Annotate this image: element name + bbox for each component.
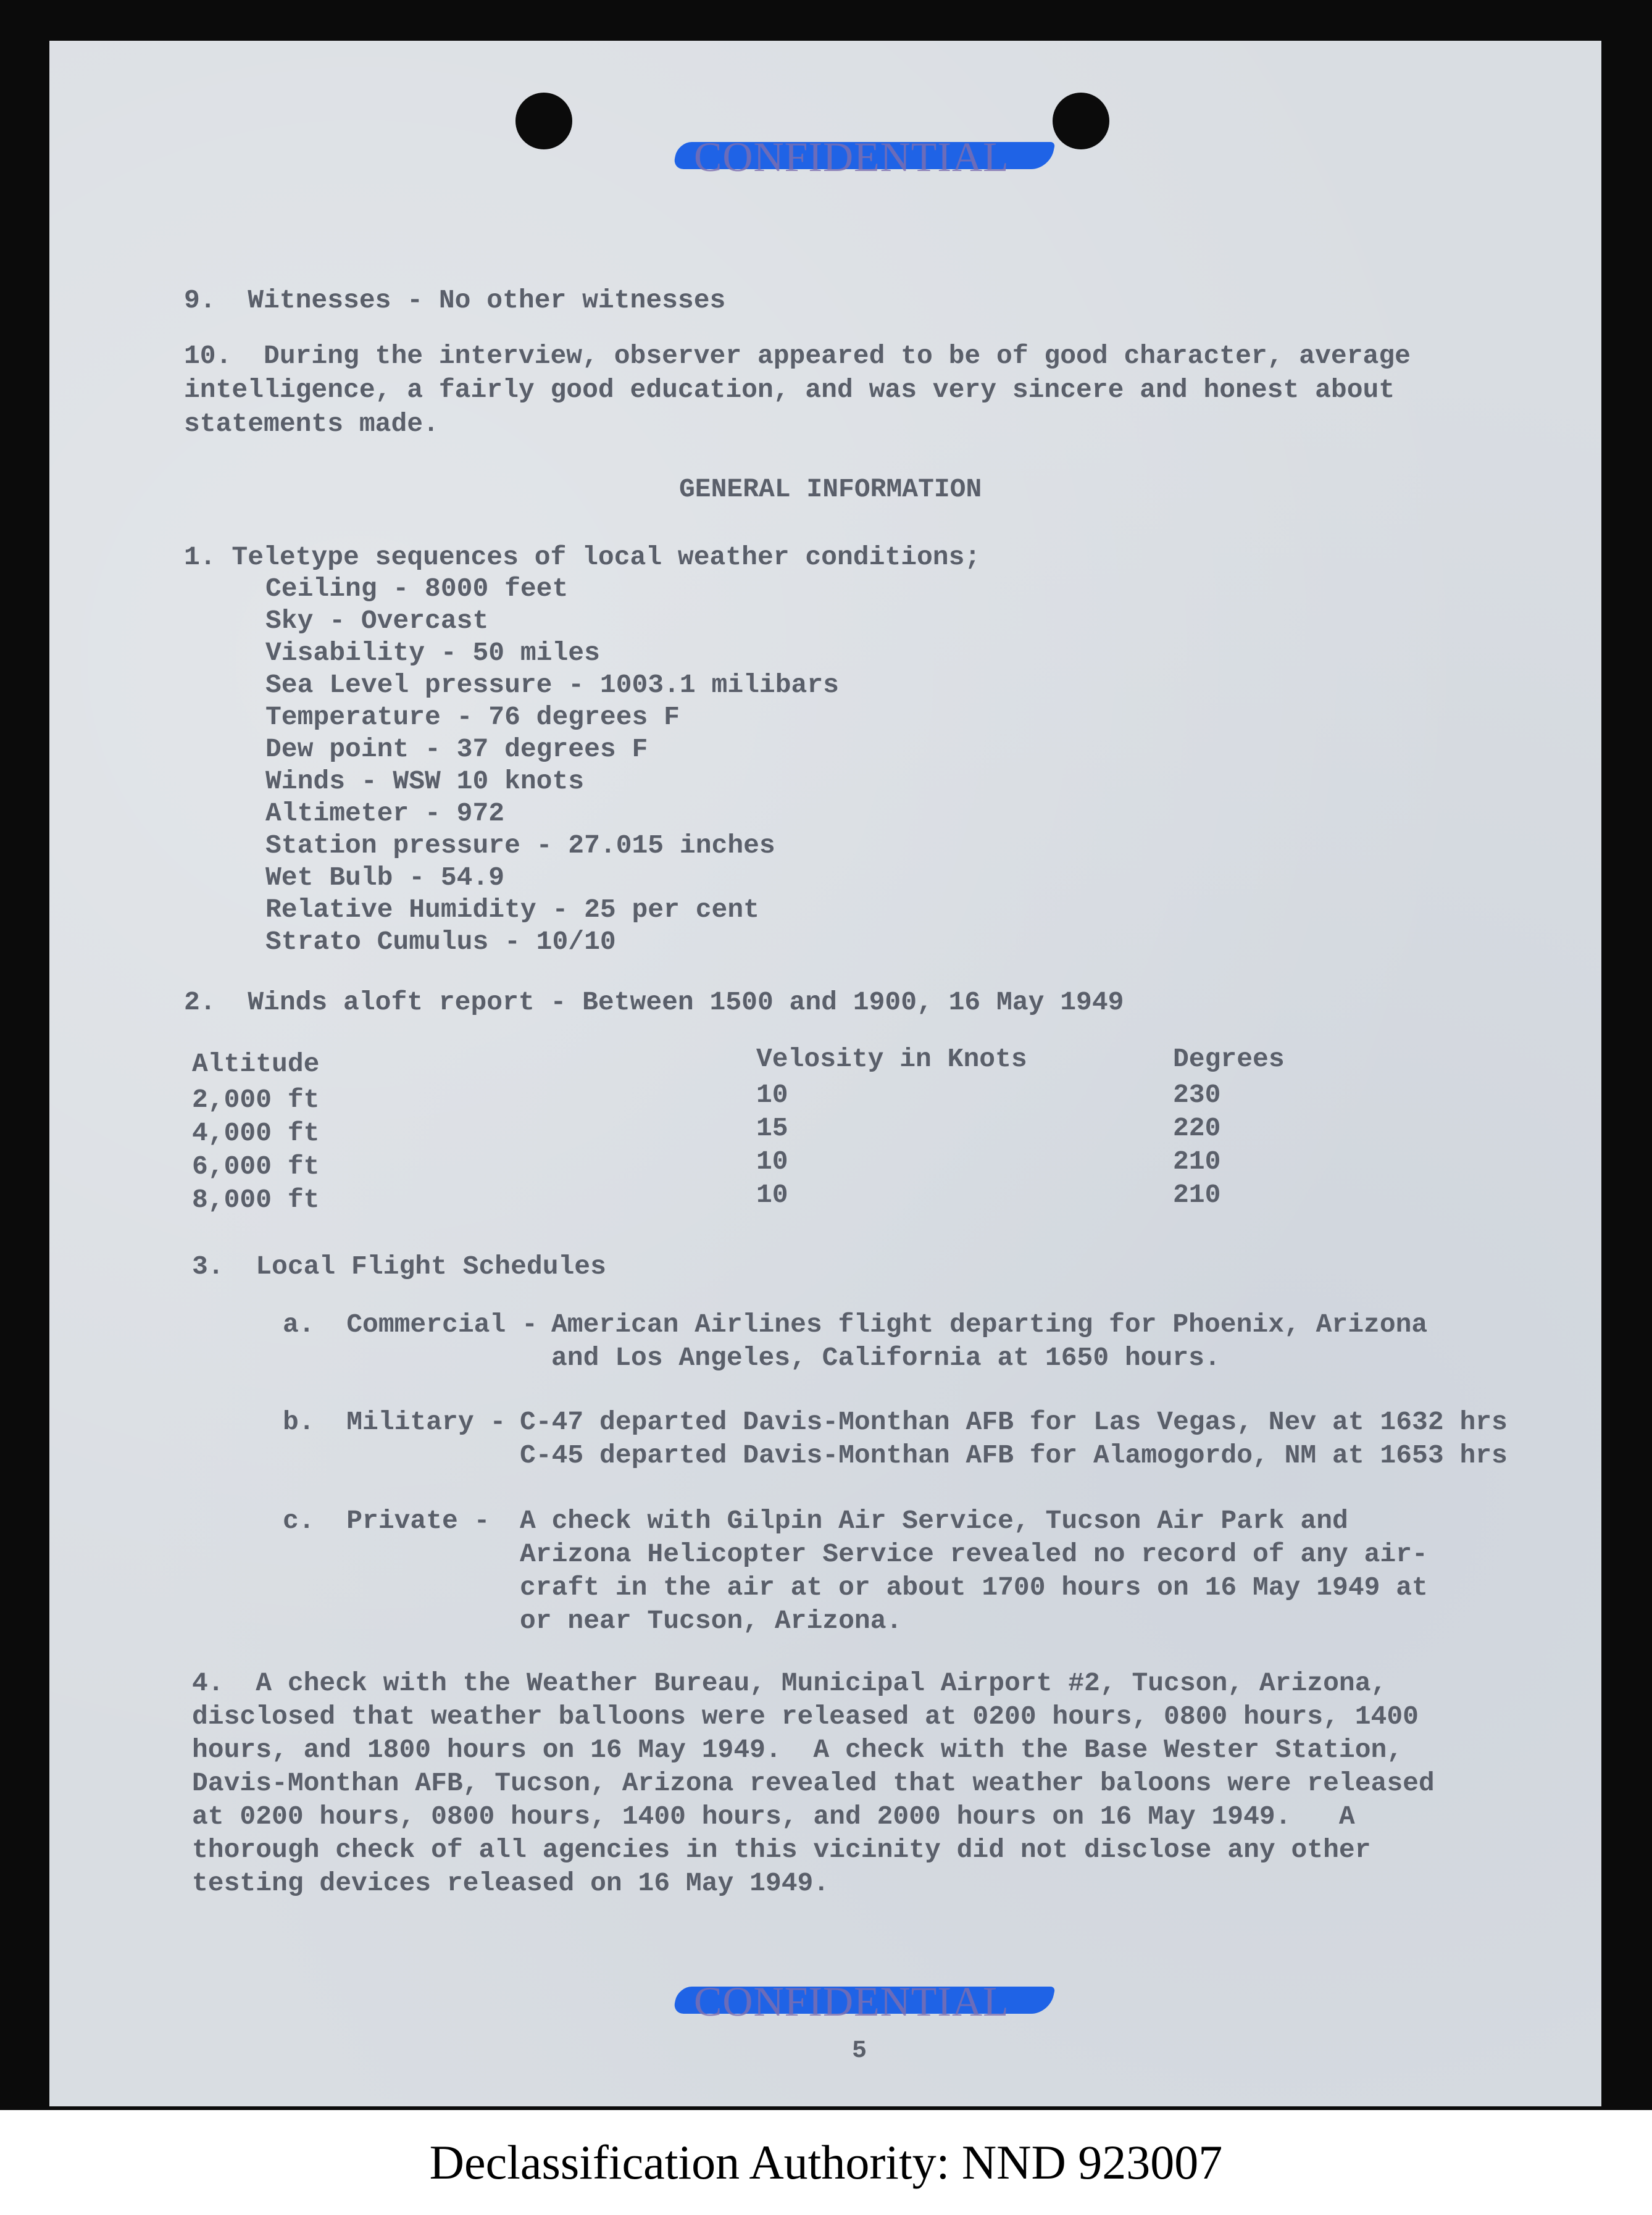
altitude-cell: 4,000 ft [192, 1118, 320, 1148]
section-title: GENERAL INFORMATION [679, 474, 982, 504]
flight-a-label: a. Commercial - [283, 1309, 538, 1340]
flight-c-text [520, 1504, 1428, 1638]
paragraph-line: 4. A check with the Weather Bureau, Municipal Airport #2, Tucson, Arizona, [192, 1668, 1387, 1698]
weather-item: Dew point - 37 degrees F [265, 734, 648, 764]
paragraph-line: testing devices released on 16 May 1949. [192, 1868, 830, 1898]
paragraph-line: and Los Angeles, California at 1650 hours. [551, 1343, 1220, 1373]
paragraph-line: Arizona Helicopter Service revealed no record of any air- [520, 1539, 1428, 1569]
winds-heading: 2. Winds aloft report - Between 1500 and 1900, 16 May 1949 [184, 987, 1124, 1017]
paragraph-line: A check with Gilpin Air Service, Tucson Air Park and [520, 1506, 1348, 1536]
weather-item: Ceiling - 8000 feet [265, 574, 569, 604]
page-number: 5 [852, 2037, 867, 2065]
velocity-cell: 10 [756, 1180, 788, 1210]
paragraph-line: thorough check of all agencies in this vicinity did not disclose any other [192, 1835, 1371, 1865]
velocity-cell: 10 [756, 1146, 788, 1177]
paragraph-line: or near Tucson, Arizona. [520, 1606, 903, 1636]
paragraph-line: statements made. [184, 409, 439, 439]
paragraph-line: Davis-Monthan AFB, Tucson, Arizona revealed that weather baloons were released [192, 1768, 1435, 1798]
degrees-cell: 210 [1173, 1180, 1221, 1210]
weather-item: Temperature - 76 degrees F [265, 702, 680, 732]
weather-item: Strato Cumulus - 10/10 [265, 927, 616, 957]
weather-item: Visability - 50 miles [265, 638, 600, 668]
flight-b-text [520, 1406, 1508, 1472]
flight-c-label: c. Private - [283, 1506, 490, 1536]
paragraph-line: C-47 departed Davis-Monthan AFB for Las Vegas, Nev at 1632 hrs [520, 1407, 1508, 1437]
item-9: 9. Witnesses - No other witnesses [184, 285, 726, 315]
degrees-cell: 210 [1173, 1146, 1221, 1177]
weather-item: Station pressure - 27.015 inches [265, 830, 775, 861]
paragraph-line: craft in the air at or about 1700 hours on 16 May 1949 at [520, 1572, 1428, 1603]
stamp-text: CONFIDENTIAL [694, 1978, 1009, 2025]
weather-item: Wet Bulb - 54.9 [265, 862, 505, 893]
paragraph-line: hours, and 1800 hours on 16 May 1949. A check with the Base Wester Station, [192, 1735, 1403, 1765]
flight-b-label: b. Military - [283, 1407, 506, 1437]
velocity-cell: 15 [756, 1113, 788, 1143]
declassification-caption: Declassification Authority: NND 923007 [429, 2135, 1223, 2189]
velocity-cell: 10 [756, 1080, 788, 1110]
weather-item: Relative Humidity - 25 per cent [265, 895, 759, 925]
weather-heading: 1. Teletype sequences of local weather conditions; [184, 542, 981, 572]
item-4 [192, 1667, 1435, 1900]
paragraph-line: at 0200 hours, 0800 hours, 1400 hours, and 2000 hours on 16 May 1949. A [192, 1801, 1355, 1832]
column-header-velocity: Velosity in Knots [756, 1044, 1027, 1074]
weather-list [265, 573, 839, 958]
flight-a-text [551, 1308, 1427, 1375]
paragraph-line: disclosed that weather balloons were released at 0200 hours, 0800 hours, 1400 [192, 1701, 1419, 1732]
punch-hole [1053, 93, 1109, 149]
item-10 [184, 340, 1411, 441]
degrees-cell: 230 [1173, 1080, 1221, 1110]
paragraph-line: intelligence, a fairly good education, and was very sincere and honest about [184, 375, 1395, 405]
altitude-cell: 8,000 ft [192, 1185, 320, 1215]
confidential-stamp-bottom [675, 1978, 1053, 2025]
stamp-text: CONFIDENTIAL [694, 133, 1009, 180]
punch-hole [515, 93, 572, 149]
weather-item: Sky - Overcast [265, 606, 489, 636]
altitude-cell: 2,000 ft [192, 1085, 320, 1115]
weather-item: Altimeter - 972 [265, 798, 505, 828]
column-header-altitude: Altitude [192, 1049, 320, 1079]
column-header-degrees: Degrees [1173, 1044, 1285, 1074]
flights-heading: 3. Local Flight Schedules [192, 1251, 606, 1282]
altitude-cell: 6,000 ft [192, 1151, 320, 1182]
weather-item: Winds - WSW 10 knots [265, 766, 585, 796]
weather-item: Sea Level pressure - 1003.1 milibars [265, 670, 839, 700]
degrees-cell: 220 [1173, 1113, 1221, 1143]
paragraph-line: 10. During the interview, observer appeared to be of good character, average [184, 341, 1411, 371]
paragraph-line: American Airlines flight departing for Phoenix, Arizona [551, 1309, 1428, 1340]
confidential-stamp-top [675, 133, 1053, 180]
paragraph-line: C-45 departed Davis-Monthan AFB for Alamogordo, NM at 1653 hrs [520, 1440, 1508, 1470]
